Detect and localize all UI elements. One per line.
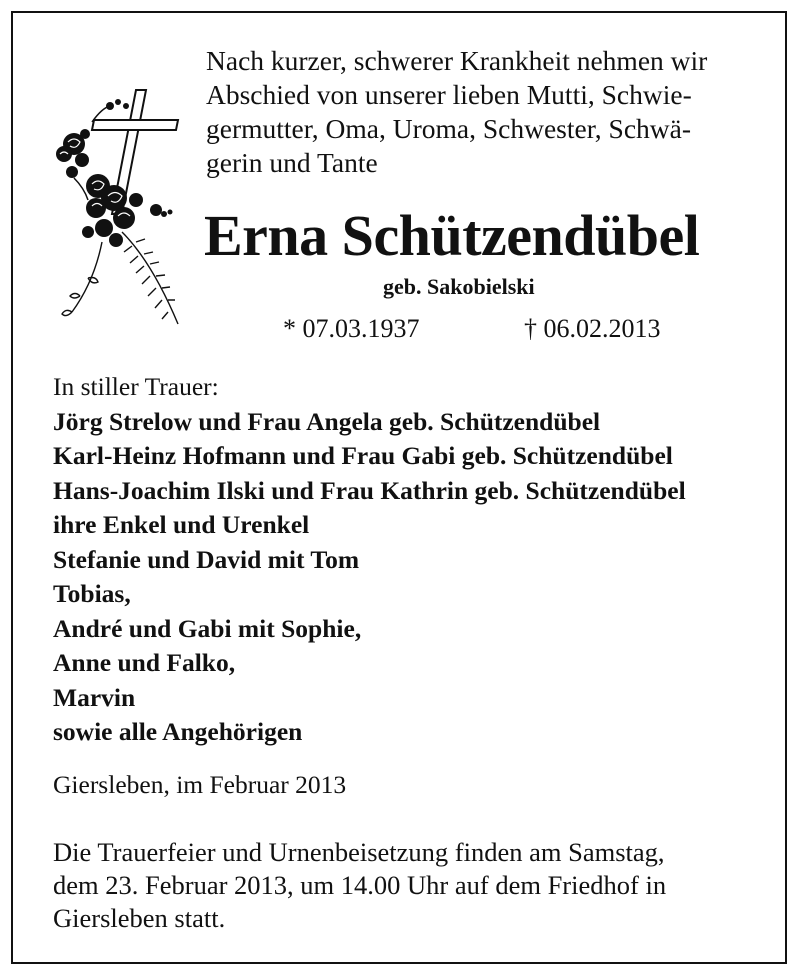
intro-line: germutter, Oma, Uroma, Schwester, Schwä- bbox=[206, 113, 692, 144]
mourner-line: Anne und Falko, bbox=[53, 648, 236, 677]
birth-date: * 07.03.1937 bbox=[283, 314, 420, 343]
mourner-line: Marvin bbox=[53, 682, 136, 712]
funeral-line: dem 23. Februar 2013, um 14.00 Uhr auf dem Friedhof in bbox=[53, 870, 667, 900]
deceased-name: Erna Schützendübel bbox=[204, 203, 700, 268]
cross-with-roses-icon bbox=[52, 82, 187, 332]
mourners-heading: In stiller Trauer: bbox=[53, 372, 219, 401]
mourner-line: Hans-Joachim Ilski und Frau Kathrin geb. Schützendübel bbox=[53, 475, 686, 505]
death-date: † 06.02.2013 bbox=[524, 314, 661, 343]
funeral-info bbox=[53, 836, 763, 935]
mourner-line: ihre Enkel und Urenkel bbox=[53, 510, 310, 539]
mourner-line: sowie alle Angehörigen bbox=[53, 717, 303, 746]
funeral-line: Die Trauerfeier und Urnenbeisetzung finden am Samstag, bbox=[53, 837, 665, 867]
mourner-line: André und Gabi mit Sophie, bbox=[53, 613, 362, 643]
maiden-name: geb. Sakobielski bbox=[383, 274, 535, 299]
mourner-line: Karl-Heinz Hofmann und Frau Gabi geb. Schützendübel bbox=[53, 441, 673, 470]
mourner-line: Jörg Strelow und Frau Angela geb. Schützendübel bbox=[53, 406, 601, 436]
intro-line: Abschied von unserer lieben Mutti, Schwie- bbox=[206, 79, 692, 110]
mourner-line: Stefanie und David mit Tom bbox=[53, 544, 360, 574]
place-date: Giersleben, im Februar 2013 bbox=[53, 770, 347, 799]
intro-line: Nach kurzer, schwerer Krankheit nehmen wir bbox=[206, 45, 708, 76]
intro-line: gerin und Tante bbox=[206, 147, 378, 178]
mourners-list bbox=[53, 370, 753, 750]
intro-text bbox=[206, 44, 751, 180]
mourner-line: Tobias, bbox=[53, 579, 131, 608]
funeral-line: Giersleben statt. bbox=[53, 903, 226, 933]
